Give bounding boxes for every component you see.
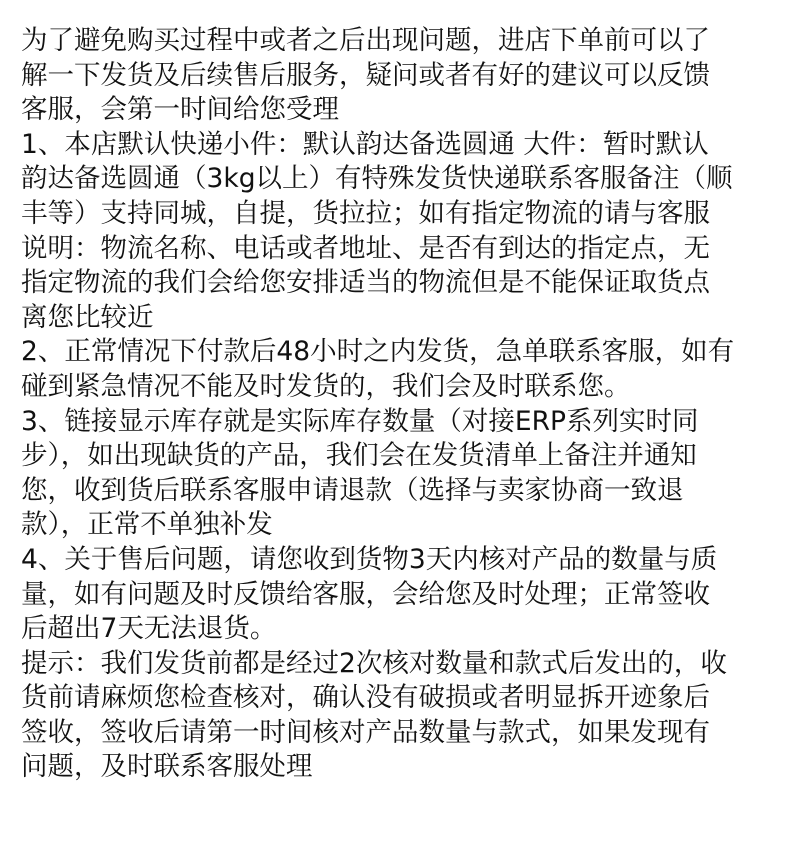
text-line: 问题，及时联系客服处理 bbox=[21, 751, 313, 783]
text-line: 离您比较近 bbox=[21, 301, 154, 333]
text-line: 客服，会第一时间给您受理 bbox=[21, 94, 339, 126]
text-line: 指定物流的我们会给您安排适当的物流但是不能保证取货点 bbox=[21, 267, 710, 299]
text-line: 款），正常不单独补发 bbox=[21, 509, 273, 541]
text-line: 后超出7天无法退货。 bbox=[21, 613, 277, 645]
text-line: 说明：物流名称、电话或者地址、是否有到达的指定点，无 bbox=[21, 232, 710, 264]
text-line: 3、链接显示库存就是实际库存数量（对接ERP系列实时同 bbox=[21, 405, 699, 437]
after-sales-paragraph bbox=[21, 543, 781, 647]
tip-paragraph bbox=[21, 647, 781, 785]
text-line: 4、关于售后问题，请您收到货物3天内核对产品的数量与质 bbox=[21, 543, 718, 575]
shipping-courier-paragraph bbox=[21, 128, 781, 336]
shop-notice bbox=[21, 24, 781, 785]
text-line: 碰到紧急情况不能及时发货的，我们会及时联系您。 bbox=[21, 370, 631, 402]
text-line: 步），如出现缺货的产品，我们会在发货清单上备注并通知 bbox=[21, 440, 697, 472]
text-line: 货前请麻烦您检查核对，确认没有破损或者明显拆开迹象后 bbox=[21, 682, 710, 714]
text-line: 韵达备选圆通（3kg以上）有特殊发货快递联系客服备注（顺 bbox=[21, 163, 733, 195]
text-line: 提示：我们发货前都是经过2次核对数量和款式后发出的，收 bbox=[21, 647, 727, 679]
text-line: 量，如有问题及时反馈给客服，会给您及时处理；正常签收 bbox=[21, 578, 710, 610]
text-line: 2、正常情况下付款后48小时之内发货，急单联系客服，如有 bbox=[21, 336, 735, 368]
text-line: 解一下发货及后续售后服务，疑问或者有好的建议可以反馈 bbox=[21, 59, 710, 91]
text-line: 1、本店默认快递小件：默认韵达备选圆通 大件：暂时默认 bbox=[21, 128, 709, 160]
inventory-paragraph bbox=[21, 405, 781, 543]
text-line: 您，收到货后联系客服申请退款（选择与卖家协商一致退 bbox=[21, 474, 684, 506]
shipping-time-paragraph bbox=[21, 335, 781, 404]
text-line: 签收，签收后请第一时间核对产品数量与款式，如果发现有 bbox=[21, 716, 710, 748]
text-line: 为了避免购买过程中或者之后出现问题，进店下单前可以了 bbox=[21, 25, 710, 56]
intro-paragraph bbox=[21, 24, 781, 128]
text-line: 丰等）支持同城，自提，货拉拉；如有指定物流的请与客服 bbox=[21, 197, 710, 229]
